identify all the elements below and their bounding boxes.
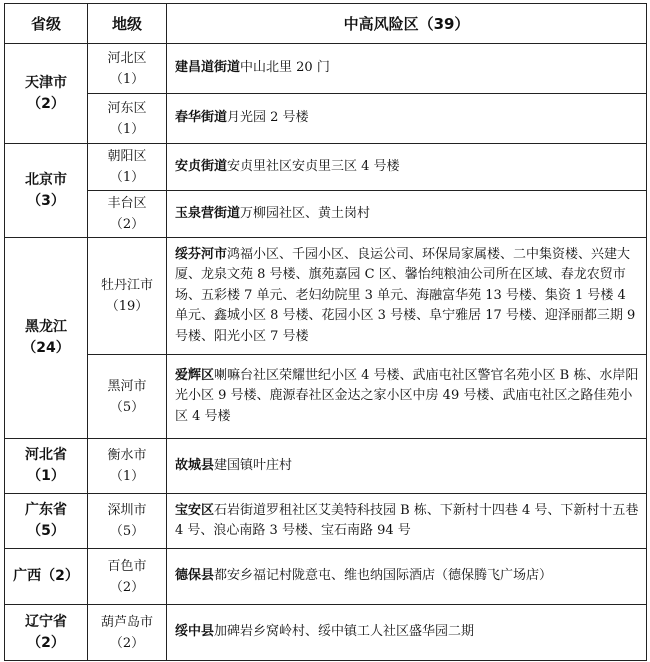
city-cell — [88, 605, 167, 661]
district-name: 绥中县 — [175, 624, 215, 640]
province-name: 广西（2） — [13, 568, 79, 584]
header-city: 地级 — [88, 4, 167, 44]
table-row — [5, 94, 647, 144]
city-cell — [88, 94, 167, 144]
table-row — [5, 44, 647, 94]
area-cell — [167, 94, 647, 144]
area-detail: 建国镇叶庄村 — [214, 457, 293, 473]
city-name: 葫芦岛市 — [100, 614, 153, 630]
city-count: （2） — [109, 217, 145, 232]
province-name: 河北省 — [25, 447, 67, 463]
table-row — [5, 549, 647, 605]
city-count: （5） — [109, 399, 145, 415]
area-detail: 安贞里社区安贞里三区 4 号楼 — [227, 158, 400, 174]
city-cell — [88, 549, 167, 605]
province-name: 广东省 — [25, 502, 67, 518]
area-cell — [167, 549, 647, 605]
city-cell — [88, 44, 167, 94]
table-row — [5, 494, 647, 549]
province-count: （2） — [27, 634, 65, 651]
city-name: 深圳市 — [107, 503, 147, 518]
city-name: 衡水市 — [107, 448, 147, 463]
city-name: 朝阳区 — [107, 149, 147, 164]
table-row — [5, 605, 647, 661]
area-cell — [167, 44, 647, 94]
city-cell — [88, 191, 167, 238]
province-count: （5） — [27, 523, 65, 539]
province-count: （24） — [22, 340, 70, 356]
province-cell — [5, 605, 88, 661]
city-name: 黑河市 — [107, 378, 147, 394]
table-row — [5, 144, 647, 191]
risk-area-table — [4, 3, 647, 661]
province-name: 天津市 — [25, 74, 67, 91]
city-name: 丰台区 — [107, 196, 147, 211]
city-cell — [88, 144, 167, 191]
city-count: （19） — [105, 299, 149, 314]
province-cell — [5, 44, 88, 144]
area-detail: 都安乡福记村陇意屯、维也纳国际酒店（德保腾飞广场店） — [214, 568, 553, 584]
city-cell — [88, 355, 167, 439]
district-name: 建昌道街道 — [175, 60, 241, 76]
area-cell — [167, 191, 647, 238]
city-count: （2） — [109, 579, 145, 595]
city-name: 河东区 — [107, 100, 147, 116]
province-count: （2） — [27, 95, 65, 112]
area-detail: 中山北里 20 门 — [240, 60, 330, 76]
district-name: 爱辉区 — [175, 367, 215, 383]
area-detail: 喇嘛台社区荣耀世纪小区 4 号楼、武庙屯社区警官名苑小区 B 栋、水岸阳光小区 9 号楼、鹿源春社区金达之家小区中房 49 号楼、武庙屯社区之路佳苑小区 4 号楼 — [175, 367, 639, 424]
area-cell — [167, 355, 647, 439]
district-name: 安贞街道 — [175, 158, 228, 174]
city-count: （1） — [109, 170, 145, 185]
province-name: 黑龙江 — [25, 319, 67, 335]
header-province: 省级 — [5, 4, 88, 44]
area-detail: 鸿福小区、千园小区、良运公司、环保局家属楼、二中集资楼、兴建大厦、龙泉文苑 8 号楼、旗苑嘉园 C 区、馨怡纯粮油公司所在区域、春龙农贸市场、五彩楼 7 单元、老妇幼院里 3 单元、海融富华苑 13 号楼、集资 1 号楼 4 单元、鑫城小区 8 号楼、花园小区 3 号楼、阜宁雅居 17 号楼、迎泽丽都三期 9 号楼、阳光小区 7 号楼 — [175, 246, 636, 344]
area-cell — [167, 144, 647, 191]
city-cell — [88, 494, 167, 549]
area-detail: 加碑岩乡窝岭村、绥中镇工人社区盛华园二期 — [214, 624, 475, 640]
province-cell — [5, 494, 88, 549]
table-row — [5, 439, 647, 494]
area-detail: 石岩街道罗租社区艾美特科技园 B 栋、下新村十四巷 4 号、下新村十五巷 4 号、浪心南路 3 号楼、宝石南路 94 号 — [175, 502, 639, 538]
city-cell — [88, 238, 167, 355]
province-count: （3） — [27, 192, 65, 209]
header-areas: 中高风险区（39） — [167, 4, 647, 44]
table-row — [5, 191, 647, 238]
area-cell — [167, 238, 647, 355]
table-header-row — [5, 4, 647, 44]
district-name: 春华街道 — [175, 110, 228, 126]
province-name: 北京市 — [25, 171, 67, 188]
city-count: （5） — [109, 524, 145, 539]
district-name: 宝安区 — [175, 502, 215, 518]
province-cell — [5, 439, 88, 494]
province-name: 辽宁省 — [25, 613, 67, 630]
table-row — [5, 238, 647, 355]
city-name: 牡丹江市 — [100, 278, 153, 293]
city-name: 河北区 — [107, 50, 147, 66]
district-name: 玉泉营街道 — [175, 205, 241, 221]
province-cell — [5, 238, 88, 439]
province-cell — [5, 549, 88, 605]
city-count: （1） — [109, 71, 145, 87]
table-row — [5, 355, 647, 439]
city-count: （1） — [109, 469, 145, 484]
city-count: （1） — [109, 121, 145, 137]
district-name: 德保县 — [175, 568, 215, 584]
area-cell — [167, 494, 647, 549]
city-name: 百色市 — [107, 558, 147, 574]
area-detail: 月光园 2 号楼 — [227, 110, 309, 126]
district-name: 绥芬河市 — [175, 246, 228, 262]
city-count: （2） — [109, 635, 145, 651]
province-cell — [5, 144, 88, 238]
area-cell — [167, 439, 647, 494]
area-cell — [167, 605, 647, 661]
province-count: （1） — [27, 468, 65, 484]
city-cell — [88, 439, 167, 494]
area-detail: 万柳园社区、黄土岗村 — [240, 205, 371, 221]
district-name: 故城县 — [175, 457, 215, 473]
